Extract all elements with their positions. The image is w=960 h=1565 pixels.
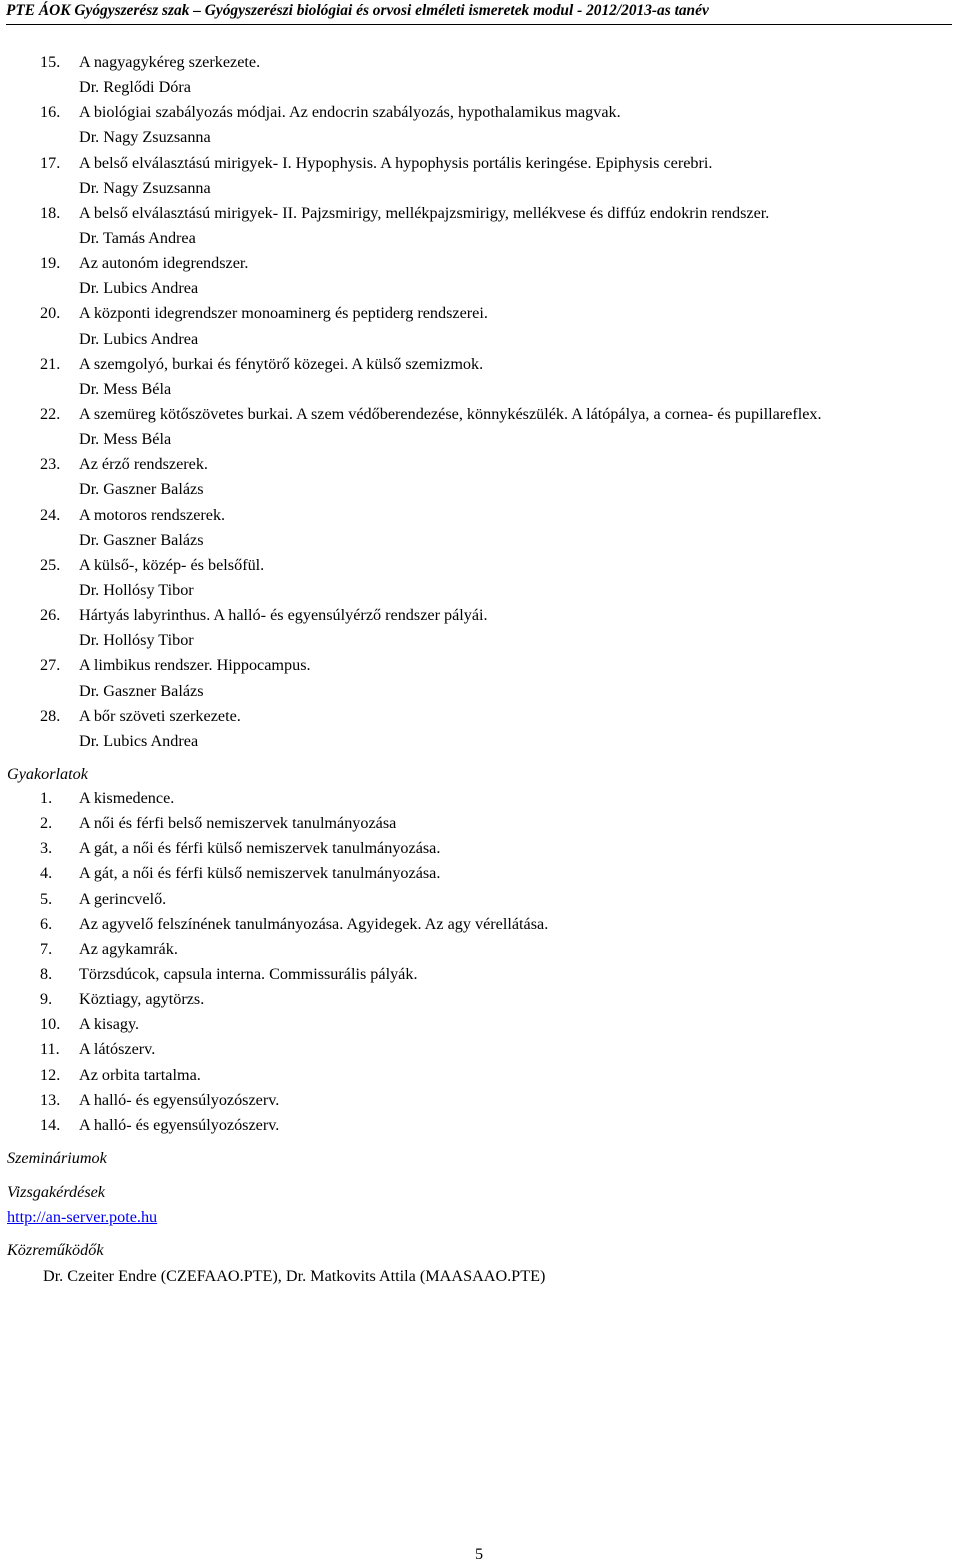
lecture-item [0,427,960,452]
practical-item-text: A látószerv. [79,1040,156,1059]
lecture-item-text: Dr. Lubics Andrea [79,279,199,298]
practical-item-number: 12. [40,1065,61,1084]
lecture-item-number: 15. [40,53,61,71]
lecture-item-text: A limbikus rendszer. Hippocampus. [79,656,311,675]
lecture-list [0,50,960,754]
practical-item [0,1063,960,1088]
lecture-item [0,377,960,402]
practical-item-number: 7. [40,939,53,958]
lecture-item-number: 17. [40,153,61,172]
lecture-item-text: Dr. Gaszner Balázs [79,480,204,499]
lecture-item [0,125,960,150]
lecture-item [0,628,960,653]
lecture-item-number: 18. [40,203,61,222]
lecture-item [0,301,960,326]
lecture-item-number: 21. [40,354,61,373]
lecture-item [0,151,960,176]
page-number: 5 [475,1545,484,1563]
page-header-title: PTE ÁOK Gyógyszerész szak – Gyógyszerészi biológiai és orvosi elméleti ismeretek modul - 2012/2013-as tanév [6,2,709,19]
practical-item-number: 2. [40,814,53,833]
contributors-heading: Közreműködők [7,1241,104,1259]
lecture-item [0,503,960,528]
lecture-item [0,477,960,502]
practical-item-number: 5. [40,889,53,908]
lecture-item [0,201,960,226]
practical-item-text: Törzsdúcok, capsula interna. Commissurális pályák. [79,964,418,983]
lecture-item-number: 26. [40,606,61,625]
lecture-item [0,327,960,352]
practical-item [0,987,960,1012]
contributors-text: Dr. Czeiter Endre (CZEFAAO.PTE), Dr. Matkovits Attila (MAASAAO.PTE) [43,1267,546,1285]
lecture-item-text: Dr. Reglődi Dóra [79,78,191,97]
practical-item [0,1088,960,1113]
lecture-item [0,50,960,75]
lecture-item-text: Az érző rendszerek. [79,455,208,474]
practical-item-number: 1. [40,789,53,807]
practical-item-number: 13. [40,1090,61,1109]
practicals-list [0,786,960,1138]
practical-item-text: Az agykamrák. [79,939,178,958]
lecture-item-text: Dr. Lubics Andrea [79,329,199,348]
practical-item [0,811,960,836]
lecture-item [0,176,960,201]
lecture-item [0,528,960,553]
lecture-item [0,402,960,427]
lecture-item [0,729,960,754]
practical-item [0,962,960,987]
practical-item-number: 9. [40,990,53,1009]
practical-item [0,937,960,962]
lecture-item [0,276,960,301]
practical-item [0,786,960,811]
practical-item-text: A halló- és egyensúlyozószerv. [79,1090,280,1109]
practical-item-number: 11. [40,1040,60,1059]
lecture-item-number: 28. [40,706,61,725]
lecture-item [0,452,960,477]
practical-item [0,912,960,937]
lecture-item [0,553,960,578]
lecture-item-text: Dr. Hollósy Tibor [79,580,194,599]
lecture-item [0,75,960,100]
practical-item-text: A gát, a női és férfi külső nemiszervek tanulmányozása. [79,839,441,858]
practical-item-text: Az orbita tartalma. [79,1065,201,1084]
practical-item-number: 4. [40,864,53,883]
lecture-item-text: Dr. Gaszner Balázs [79,681,204,700]
lecture-item [0,251,960,276]
practical-item-text: A gerincvelő. [79,889,167,908]
lecture-item-text: Dr. Hollósy Tibor [79,631,194,650]
lecture-item-text: Dr. Mess Béla [79,379,172,398]
practical-item-text: Köztiagy, agytörzs. [79,990,205,1009]
lecture-item-text: A bőr szöveti szerkezete. [79,706,241,725]
practical-item [0,861,960,886]
practical-item-number: 8. [40,964,53,983]
lecture-item-number: 23. [40,455,61,474]
lecture-item-number: 16. [40,103,61,122]
lecture-item-number: 20. [40,304,61,323]
lecture-item-number: 24. [40,505,61,524]
lecture-item-text: Dr. Tamás Andrea [79,228,196,247]
lecture-item-text: A központi idegrendszer monoaminerg és peptiderg rendszerei. [79,304,488,323]
lecture-item-text: Az autonóm idegrendszer. [79,254,249,273]
lecture-item-text: Dr. Lubics Andrea [79,731,199,750]
exam-questions-heading: Vizsgakérdések [7,1183,105,1201]
lecture-item-text: Hártyás labyrinthus. A halló- és egyensúlyérző rendszer pályái. [79,606,488,625]
practical-item-text: A halló- és egyensúlyozószerv. [79,1115,280,1134]
practical-item [0,836,960,861]
lecture-item-text: Dr. Mess Béla [79,430,172,449]
practical-item-number: 3. [40,839,53,858]
practical-item-text: Az agyvelő felszínének tanulmányozása. Agyidegek. Az agy vérellátása. [79,914,549,933]
lecture-item-text: A biológiai szabályozás módjai. Az endocrin szabályozás, hypothalamikus magvak. [79,103,621,122]
lecture-item-number: 19. [40,254,61,273]
practical-item-text: A gát, a női és férfi külső nemiszervek tanulmányozása. [79,864,441,883]
lecture-item-text: A szemüreg kötőszövetes burkai. A szem védőberendezése, könnykészülék. A látópálya, a cornea- és pupillareflex. [79,404,822,423]
lecture-item [0,603,960,628]
seminars-heading: Szemináriumok [7,1149,107,1167]
lecture-item [0,578,960,603]
lecture-item [0,100,960,125]
lecture-item-text: Dr. Gaszner Balázs [79,530,204,549]
lecture-item [0,679,960,704]
lecture-item-text: A motoros rendszerek. [79,505,226,524]
practicals-heading: Gyakorlatok [7,765,88,783]
practical-item-text: A kismedence. [79,789,175,807]
practical-item-number: 6. [40,914,53,933]
lecture-item [0,704,960,729]
header-divider [6,24,952,25]
lecture-item-text: Dr. Nagy Zsuzsanna [79,128,211,147]
practical-item [0,887,960,912]
lecture-item-number: 25. [40,555,61,574]
lecture-item-text: Dr. Nagy Zsuzsanna [79,178,211,197]
exam-questions-link[interactable]: http://an-server.pote.hu [7,1208,158,1226]
lecture-item-text: A külső-, közép- és belsőfül. [79,555,265,574]
lecture-item-text: A belső elválasztású mirigyek- II. Pajzsmirigy, mellékpajzsmirigy, mellékvese és diffúz endokrin rendszer. [79,203,770,222]
practical-item [0,1012,960,1037]
practical-item-number: 14. [40,1115,61,1134]
practical-item [0,1113,960,1138]
lecture-item-text: A nagyagykéreg szerkezete. [79,53,261,71]
lecture-item [0,352,960,377]
lecture-item [0,653,960,678]
lecture-item-text: A belső elválasztású mirigyek- I. Hypophysis. A hypophysis portális keringése. Epiphysis cerebri. [79,153,713,172]
lecture-item [0,226,960,251]
practical-item-number: 10. [40,1015,61,1034]
practical-item [0,1037,960,1062]
lecture-item-text: A szemgolyó, burkai és fénytörő közegei. A külső szemizmok. [79,354,484,373]
lecture-item-number: 27. [40,656,61,675]
practical-item-text: A kisagy. [79,1015,140,1034]
practical-item-text: A női és férfi belső nemiszervek tanulmányozása [79,814,397,833]
lecture-item-number: 22. [40,404,61,423]
